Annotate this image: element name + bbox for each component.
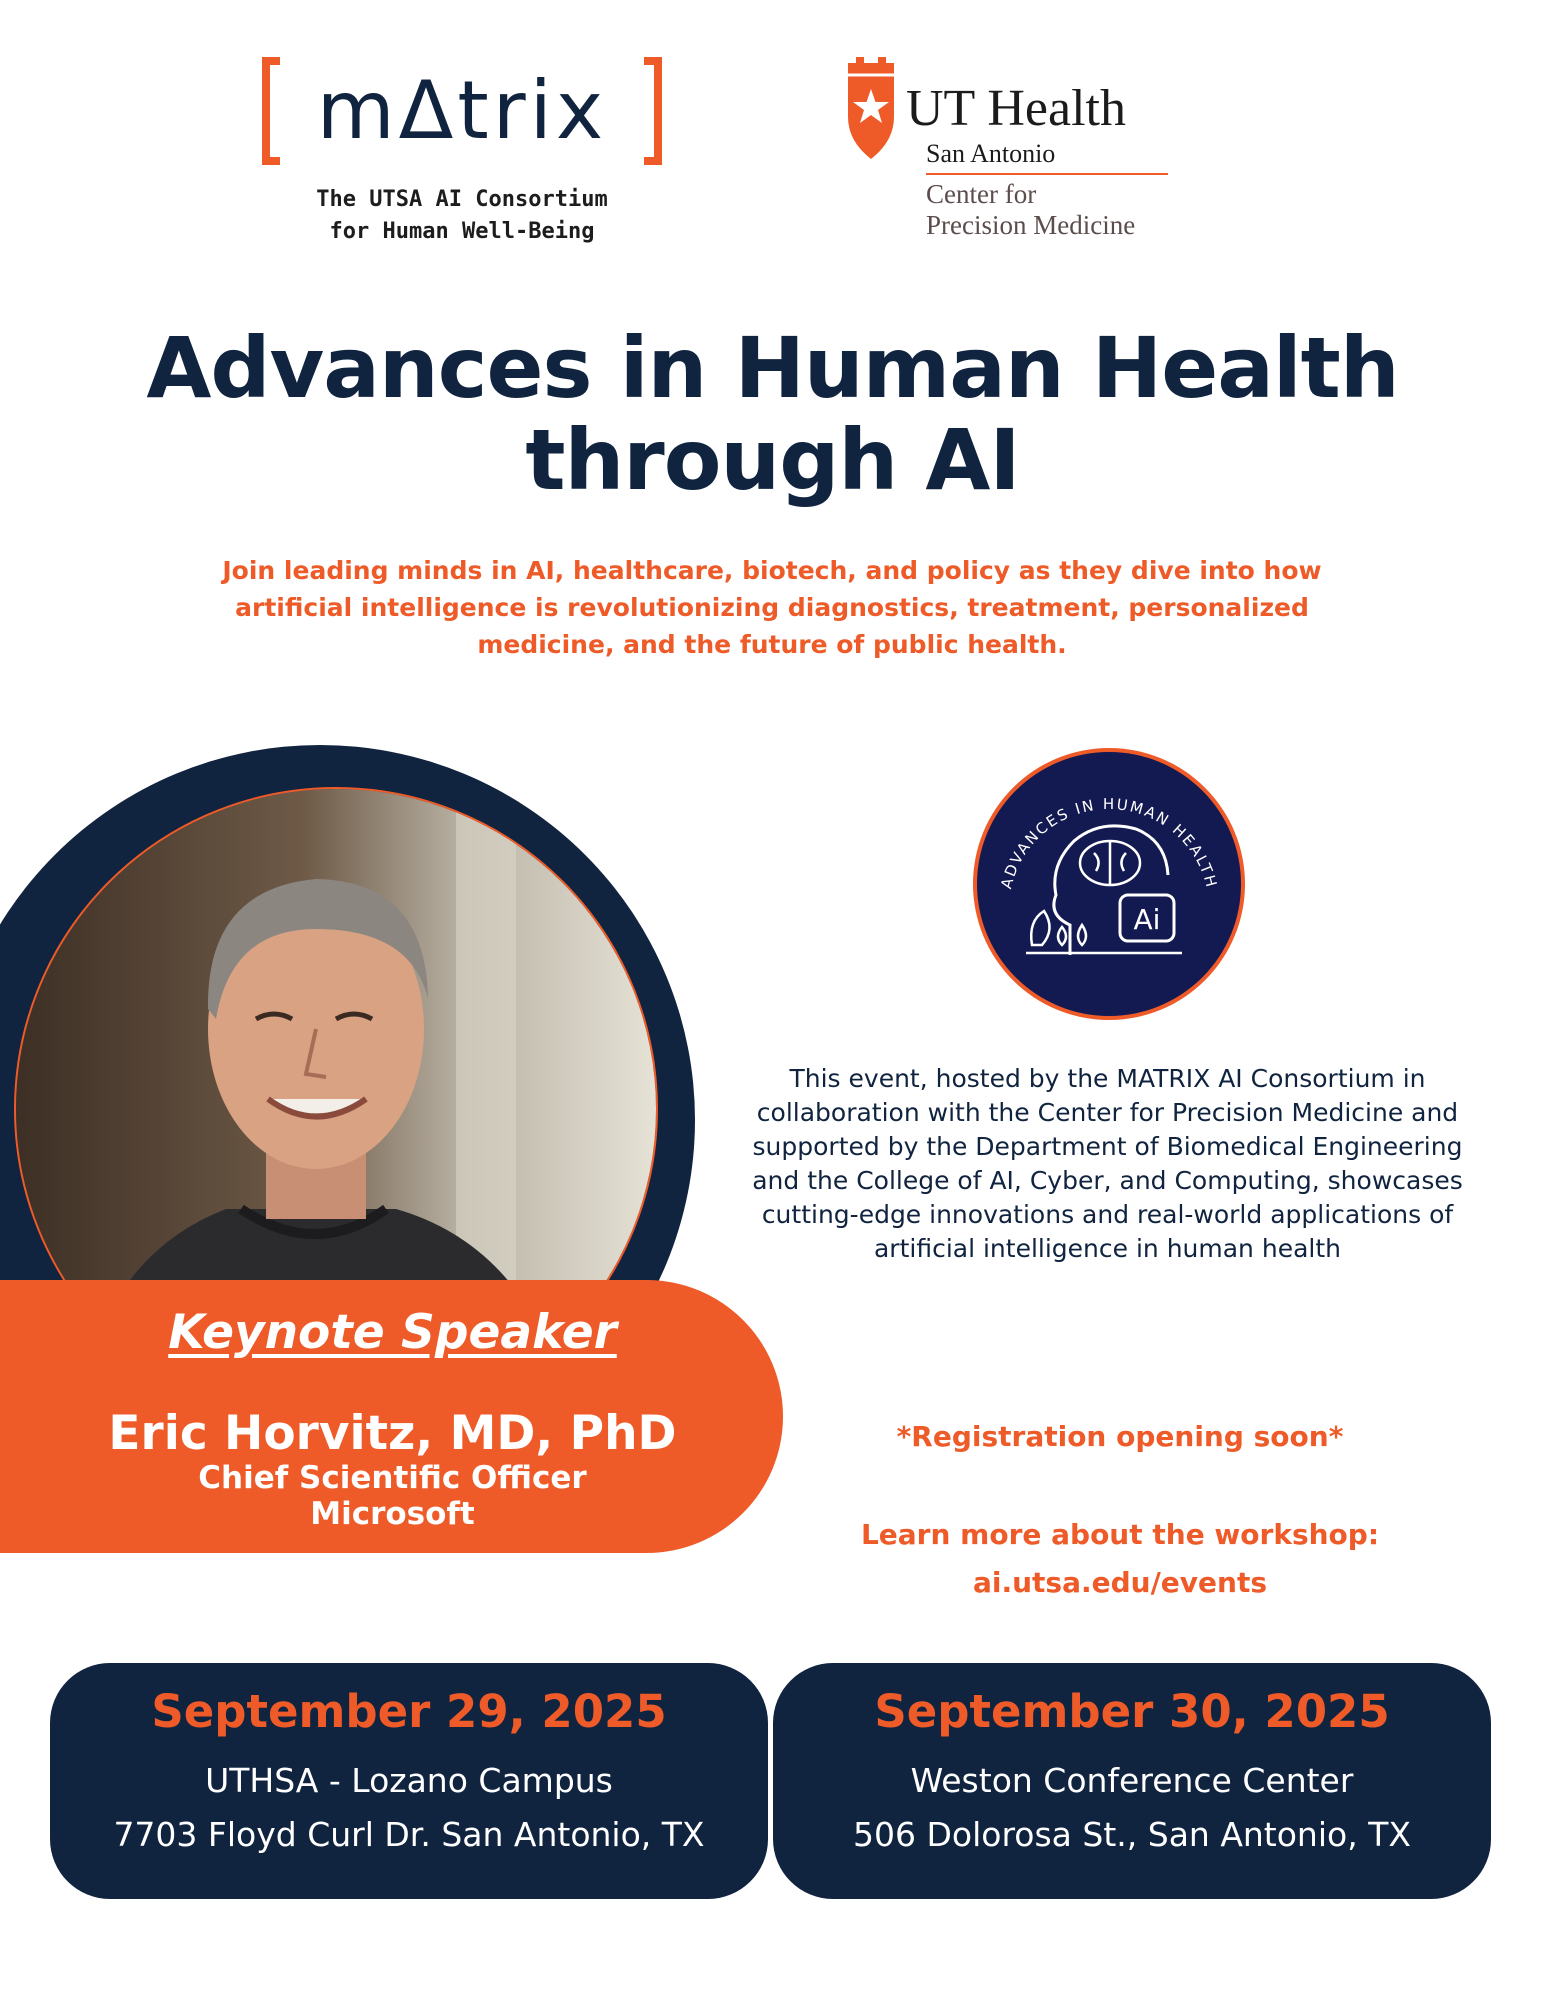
speaker-organization: Microsoft [310,1496,475,1532]
event-venue: Weston Conference Center [910,1761,1354,1800]
matrix-tagline-line1: The UTSA AI Consortium [316,187,608,212]
ut-health-center-line2: Precision Medicine [926,210,1136,240]
event-date: September 30, 2025 [874,1685,1390,1738]
ut-health-name: UT Health [906,80,1126,137]
events-link[interactable]: ai.utsa.edu/events [972,1566,1268,1599]
matrix-tagline [262,184,662,248]
event-date: September 29, 2025 [151,1685,667,1738]
advances-badge [970,745,1248,1023]
matrix-logo [262,55,662,170]
ut-health-divider [926,173,1168,175]
matrix-right-bracket [644,57,662,165]
matrix-left-bracket [262,57,280,165]
event-intro: Join leading minds in AI, healthcare, biotech, and policy as they dive into how artificial intelligence is revolutionizing diagnostics, treatment, personalized medicine, and the future of public health. [222,556,1322,659]
matrix-wordmark: mΔtrix [316,64,608,157]
ut-health-location: San Antonio [926,139,1056,168]
event-venue: UTHSA - Lozano Campus [205,1761,613,1800]
event-address: 506 Dolorosa St., San Antonio, TX [853,1815,1411,1854]
ut-health-center [926,179,1135,241]
ut-health-logo [842,55,1182,245]
keynote-label: Keynote Speaker [168,1305,617,1360]
speaker-role: Chief Scientific Officer [198,1460,587,1496]
event-title [100,319,1445,509]
badge-ai-label: Ai [1133,903,1161,936]
matrix-tagline-line2: for Human Well-Being [329,219,595,244]
registration-notice: *Registration opening soon* [896,1420,1344,1453]
event-description: This event, hosted by the MATRIX AI Consortium in collaboration with the Center for Precision Medicine and supported by the Department of Biomedical Engineering and the College of AI, Cyber, and Computing, showcases cutting-edge innovations and real-world applications of artificial intelligence in human health [752,1064,1463,1263]
event-title-line2: through AI [525,411,1020,509]
learn-more-label: Learn more about the workshop: [860,1518,1380,1551]
event-title-line1: Advances in Human Health [146,319,1399,417]
badge-arc-text: ADVANCES IN HUMAN HEALTH [997,795,1221,891]
date-card-day1 [50,1663,768,1899]
ut-shield-icon [842,55,900,170]
speaker-name: Eric Horvitz, MD, PhD [108,1406,677,1461]
ut-health-center-line1: Center for [926,179,1037,209]
date-card-day2 [773,1663,1491,1899]
event-address: 7703 Floyd Curl Dr. San Antonio, TX [113,1815,705,1854]
